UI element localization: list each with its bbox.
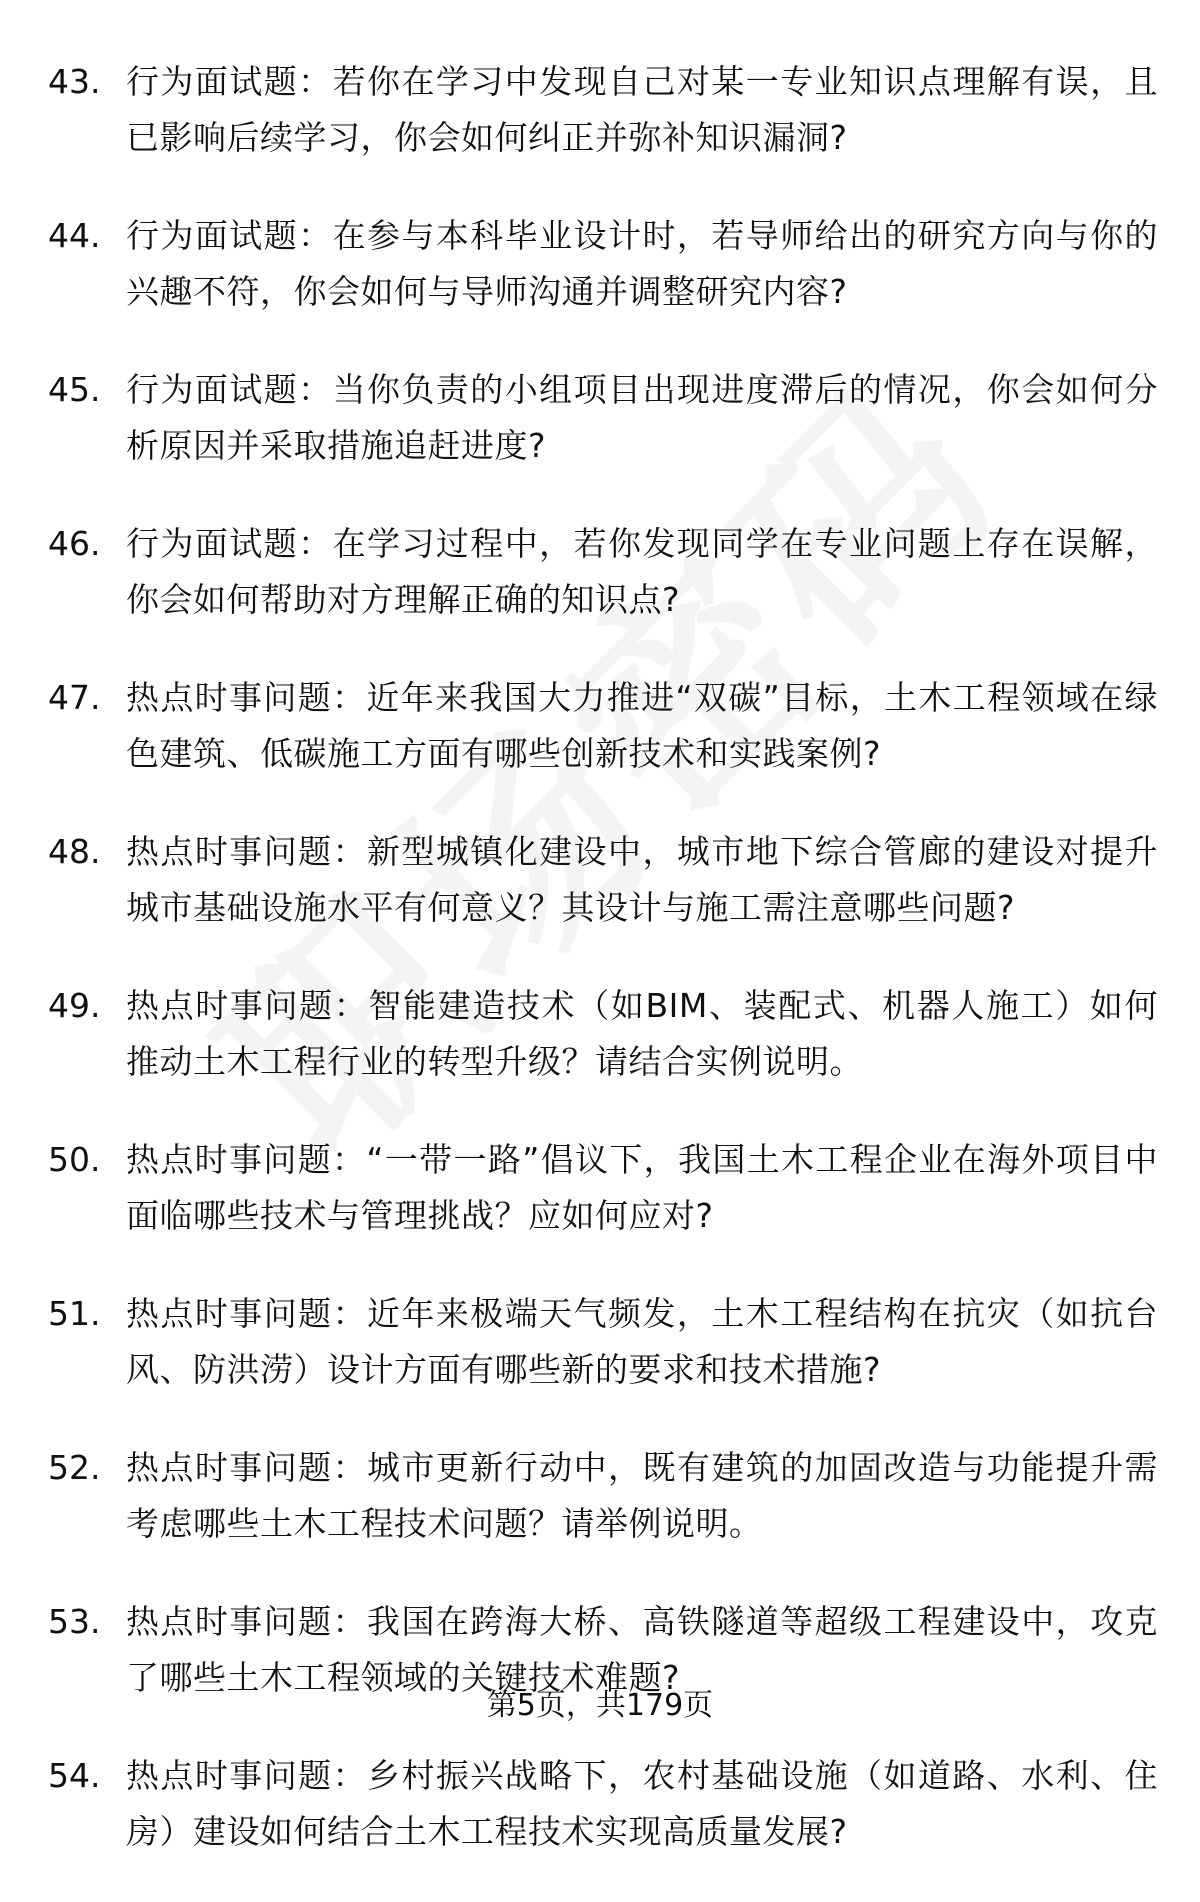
question-text: 热点时事问题：我国在跨海大桥、高铁隧道等超级工程建设中，攻克了哪些土木工程领域的关键技术难题? xyxy=(126,1602,1158,1697)
list-item xyxy=(48,1440,1158,1552)
question-number: 51. xyxy=(48,1294,101,1333)
question-text: 热点时事问题：近年来极端天气频发，土木工程结构在抗灾（如抗台风、防洪涝）设计方面有哪些新的要求和技术措施? xyxy=(126,1294,1158,1389)
question-number: 43. xyxy=(48,62,101,101)
question-number: 46. xyxy=(48,524,101,563)
list-item xyxy=(48,54,1158,166)
list-item xyxy=(48,208,1158,320)
question-text: 热点时事问题：乡村振兴战略下，农村基础设施（如道路、水利、住房）建设如何结合土木工程技术实现高质量发展? xyxy=(126,1756,1158,1851)
list-item xyxy=(48,516,1158,628)
question-text: 热点时事问题：近年来我国大力推进“双碳”目标，土木工程领域在绿色建筑、低碳施工方面有哪些创新技术和实践案例? xyxy=(126,678,1158,773)
question-number: 47. xyxy=(48,678,101,717)
list-item xyxy=(48,670,1158,782)
question-text: 热点时事问题：城市更新行动中，既有建筑的加固改造与功能提升需考虑哪些土木工程技术问题？请举例说明。 xyxy=(126,1448,1158,1543)
question-text: 行为面试题：在学习过程中，若你发现同学在专业问题上存在误解，你会如何帮助对方理解正确的知识点? xyxy=(126,524,1158,619)
question-text: 热点时事问题：新型城镇化建设中，城市地下综合管廊的建设对提升城市基础设施水平有何意义？其设计与施工需注意哪些问题? xyxy=(126,832,1158,927)
list-item xyxy=(48,362,1158,474)
page-footer: 第5页，共179页 xyxy=(486,1688,714,1723)
question-text: 热点时事问题：“一带一路”倡议下，我国土木工程企业在海外项目中面临哪些技术与管理挑战？应如何应对? xyxy=(126,1140,1158,1235)
question-number: 45. xyxy=(48,370,101,409)
list-item xyxy=(48,1286,1158,1398)
question-text: 行为面试题：若你在学习中发现自己对某一专业知识点理解有误，且已影响后续学习，你会如何纠正并弥补知识漏洞? xyxy=(126,62,1158,157)
question-text: 行为面试题：在参与本科毕业设计时，若导师给出的研究方向与你的兴趣不符，你会如何与导师沟通并调整研究内容? xyxy=(126,216,1158,311)
list-item xyxy=(48,1748,1158,1860)
question-number: 50. xyxy=(48,1140,101,1179)
question-number: 52. xyxy=(48,1448,101,1487)
question-number: 48. xyxy=(48,832,101,871)
question-number: 49. xyxy=(48,986,101,1025)
question-number: 54. xyxy=(48,1756,101,1795)
question-text: 行为面试题：当你负责的小组项目出现进度滞后的情况，你会如何分析原因并采取措施追赶进度? xyxy=(126,370,1158,465)
question-number: 44. xyxy=(48,216,101,255)
list-item xyxy=(48,1132,1158,1244)
question-list xyxy=(48,54,1158,1902)
list-item xyxy=(48,824,1158,936)
question-number: 53. xyxy=(48,1602,101,1641)
question-text: 热点时事问题：智能建造技术（如BIM、装配式、机器人施工）如何推动土木工程行业的转型升级？请结合实例说明。 xyxy=(126,986,1158,1081)
list-item xyxy=(48,978,1158,1090)
